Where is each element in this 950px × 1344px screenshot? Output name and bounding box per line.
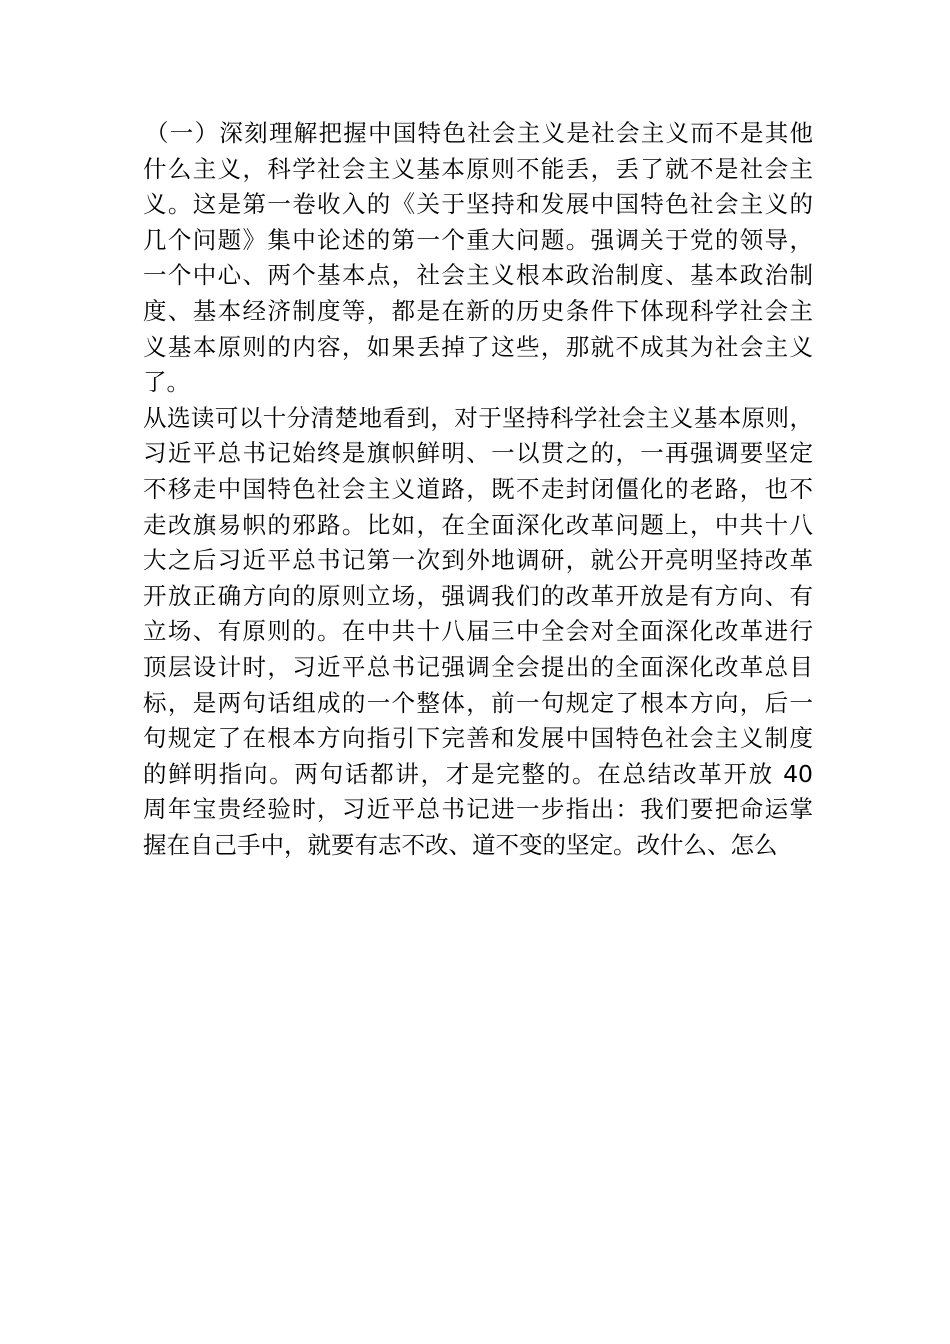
text-line: 从选读可以十分清楚地看到，对于坚持科学社会主义基本原则，	[143, 403, 813, 432]
text-line: 立场、有原则的。在中共十八届三中全会对全面深化改革进行	[143, 617, 813, 646]
text-line: 义基本原则的内容，如果丢掉了这些，那就不成其为社会主义	[143, 332, 813, 361]
text-line: 不移走中国特色社会主义道路，既不走封闭僵化的老路，也不	[143, 474, 813, 503]
text-line: 度、基本经济制度等，都是在新的历史条件下体现科学社会主	[143, 296, 813, 325]
text-line: 什么主义，科学社会主义基本原则不能丢，丢了就不是社会主	[143, 154, 813, 183]
body-text	[143, 116, 813, 863]
text-line: 一个中心、两个基本点，社会主义根本政治制度、基本政治制	[143, 261, 813, 290]
text-line: 大之后习近平总书记第一次到外地调研，就公开亮明坚持改革	[143, 546, 813, 575]
text-line: 开放正确方向的原则立场，强调我们的改革开放是有方向、有	[143, 581, 813, 610]
text-line: （一）深刻理解把握中国特色社会主义是社会主义而不是其他	[145, 119, 813, 147]
text-line: 习近平总书记始终是旗帜鲜明、一以贯之的，一再强调要坚定	[143, 439, 813, 468]
text-line: 几个问题》集中论述的第一个重大问题。强调关于党的领导，	[143, 225, 813, 254]
text-line: 顶层设计时，习近平总书记强调全会提出的全面深化改革总目	[143, 652, 813, 681]
text-line: 走改旗易帜的邪路。比如，在全面深化改革问题上，中共十八	[143, 510, 813, 539]
text-line: 句规定了在根本方向指引下完善和发展中国特色社会主义制度	[143, 724, 813, 753]
text-line: 标，是两句话组成的一个整体，前一句规定了根本方向，后一	[143, 688, 813, 717]
text-line: 了。	[143, 368, 190, 397]
text-line: 的鲜明指向。两句话都讲，才是完整的。在总结改革开放 40	[143, 759, 813, 788]
paragraph-2	[143, 401, 813, 864]
text-line: 义。这是第一卷收入的《关于坚持和发展中国特色社会主义的	[143, 190, 813, 219]
text-line: 握在自己手中，就要有志不改、道不变的坚定。改什么、怎么	[143, 830, 778, 859]
text-line: 周年宝贵经验时，习近平总书记进一步指出：我们要把命运掌	[143, 795, 813, 824]
paragraph-1	[143, 116, 813, 401]
